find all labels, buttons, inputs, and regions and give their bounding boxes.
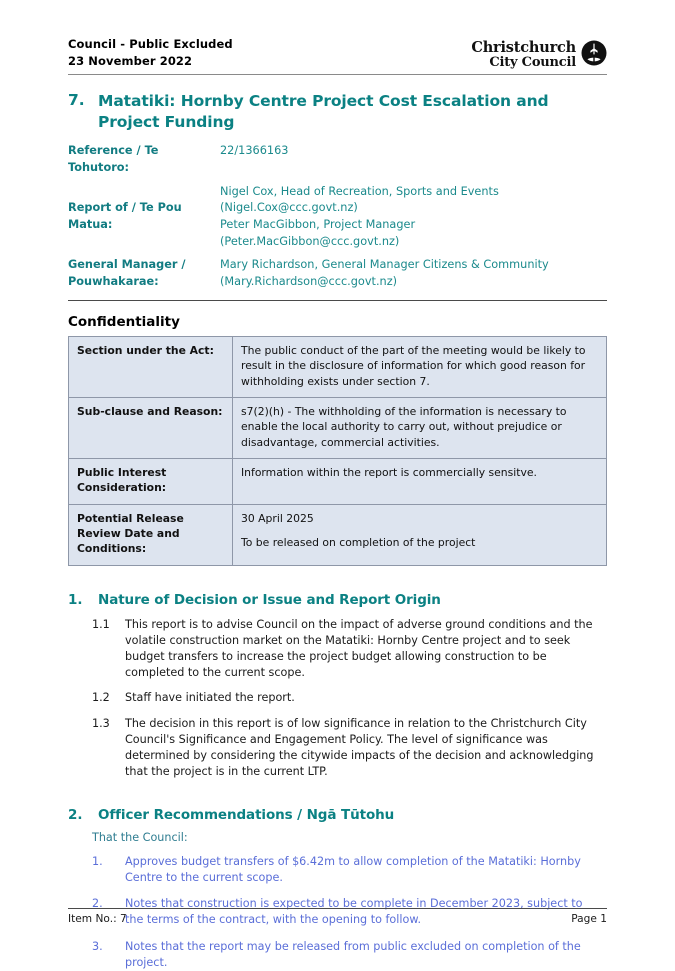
recommendation-text: Notes that the report may be released from public excluded on completion of the project. xyxy=(125,939,581,969)
cell-paragraph: To be released on completion of the project xyxy=(241,535,476,549)
general-manager-name: Mary Richardson, General Manager Citizens & Community xyxy=(220,258,549,272)
section-2-number: 2. xyxy=(68,806,83,823)
clause-1-3 xyxy=(68,716,607,781)
header-meeting-name: Council - Public Excluded xyxy=(68,37,233,51)
table-cell-value xyxy=(233,504,607,565)
report-title-number: 7. xyxy=(68,91,85,109)
clause-text: This report is to advise Council on the impact of adverse ground conditions and the volatile construction market on the Matatiki: Hornby Centre project and to seek budget transfers to increase the project budget allowing construction to be completed to the current scope. xyxy=(125,617,593,680)
report-title xyxy=(68,91,607,133)
section-1-heading xyxy=(68,592,607,608)
table-row xyxy=(69,397,607,458)
section-2-heading xyxy=(68,807,607,823)
recommendations-lead-in: That the Council: xyxy=(92,830,188,844)
logo-line-2: City Council xyxy=(489,54,576,70)
cell-paragraph: The public conduct of the part of the meeting would be likely to result in the disclosure of information for which good reason for withholding exists under section 7. xyxy=(241,343,586,388)
table-cell-value xyxy=(233,397,607,458)
section-1-number: 1. xyxy=(68,591,83,608)
section-officer-recommendations xyxy=(68,807,607,971)
table-cell-value xyxy=(233,336,607,397)
table-row xyxy=(69,504,607,565)
section-2-title: Officer Recommendations / Ngā Tūtohu xyxy=(98,806,395,823)
clause-number: 1.2 xyxy=(92,691,110,705)
table-row xyxy=(69,458,607,504)
report-author-1-email: (Nigel.Cox@ccc.govt.nz) xyxy=(220,201,358,215)
clause-number: 1.3 xyxy=(92,716,110,730)
clause-text: The decision in this report is of low significance in relation to the Christchurch City Council's Significance and Engagement Policy. The level of significance was determined by considering the citywide impacts of the decision and acknowledging that the project is in the current LTP. xyxy=(125,716,594,779)
header-divider xyxy=(68,74,607,75)
council-logo-text xyxy=(471,40,576,70)
general-manager-values xyxy=(220,257,607,290)
recommendation-number: 3. xyxy=(92,939,103,953)
report-metadata xyxy=(68,143,607,291)
recommendation-number: 2. xyxy=(92,897,103,911)
metadata-row-general-manager xyxy=(68,257,607,290)
report-author-2-email: (Peter.MacGibbon@ccc.govt.nz) xyxy=(220,234,400,248)
table-cell-value xyxy=(233,458,607,504)
metadata-divider xyxy=(68,300,607,301)
clause-number: 1.1 xyxy=(92,617,110,631)
footer-item-number: Item No.: 7 xyxy=(68,913,127,925)
header-meeting-info xyxy=(68,36,233,69)
cell-paragraph: Information within the report is commercially sensitve. xyxy=(241,465,537,479)
table-cell-key: Potential Release Review Date and Conditions: xyxy=(69,504,233,565)
page-footer xyxy=(68,908,607,925)
clause-text: Staff have initiated the report. xyxy=(125,691,295,705)
report-title-text: Matatiki: Hornby Centre Project Cost Escalation and Project Funding xyxy=(98,92,549,132)
header-meeting-date: 23 November 2022 xyxy=(68,53,193,68)
table-cell-key: Sub-clause and Reason: xyxy=(69,397,233,458)
section-nature-of-decision xyxy=(68,592,607,781)
report-author-2-name: Peter MacGibbon, Project Manager xyxy=(220,218,416,232)
footer-page-number: Page 1 xyxy=(571,913,607,925)
metadata-row-report-of xyxy=(68,184,607,251)
general-manager-label: General Manager / Pouwhakarae: xyxy=(68,258,186,289)
table-row xyxy=(69,336,607,397)
reference-value: 22/1366163 xyxy=(220,144,289,158)
logo-line-1: Christchurch xyxy=(471,39,576,57)
council-logo xyxy=(471,36,607,70)
recommendation-1 xyxy=(68,854,607,886)
page-header xyxy=(68,0,607,70)
confidentiality-heading: Confidentiality xyxy=(68,313,180,330)
clause-1-1 xyxy=(68,617,607,682)
recommendation-number: 1. xyxy=(92,854,103,868)
christchurch-emblem-icon xyxy=(581,40,607,70)
table-cell-key: Section under the Act: xyxy=(69,336,233,397)
report-of-label: Report of / Te Pou Matua: xyxy=(68,201,182,232)
report-author-1-name: Nigel Cox, Head of Recreation, Sports and Events xyxy=(220,184,499,198)
table-cell-key: Public Interest Consideration: xyxy=(69,458,233,504)
general-manager-email: (Mary.Richardson@ccc.govt.nz) xyxy=(220,275,398,289)
report-of-values xyxy=(220,184,607,251)
reference-label: Reference / Te Tohutoro: xyxy=(68,144,159,174)
cell-paragraph: 30 April 2025 xyxy=(241,511,314,525)
recommendation-text: Notes that construction is expected to be complete in December 2023, subject to the terms of the contract, with the opening to follow. xyxy=(125,897,583,927)
confidentiality-table xyxy=(68,336,607,566)
metadata-row-reference xyxy=(68,143,607,176)
footer-content xyxy=(68,909,607,925)
cell-paragraph: s7(2)(h) - The withholding of the information is necessary to enable the local authority to carry out, without prejudice or disadvantage, commercial activities. xyxy=(241,404,567,449)
section-1-title: Nature of Decision or Issue and Report Origin xyxy=(98,591,441,608)
clause-1-2 xyxy=(68,690,607,706)
recommendation-text: Approves budget transfers of $6.42m to allow completion of the Matatiki: Hornby Centre to the current scope. xyxy=(125,854,581,884)
